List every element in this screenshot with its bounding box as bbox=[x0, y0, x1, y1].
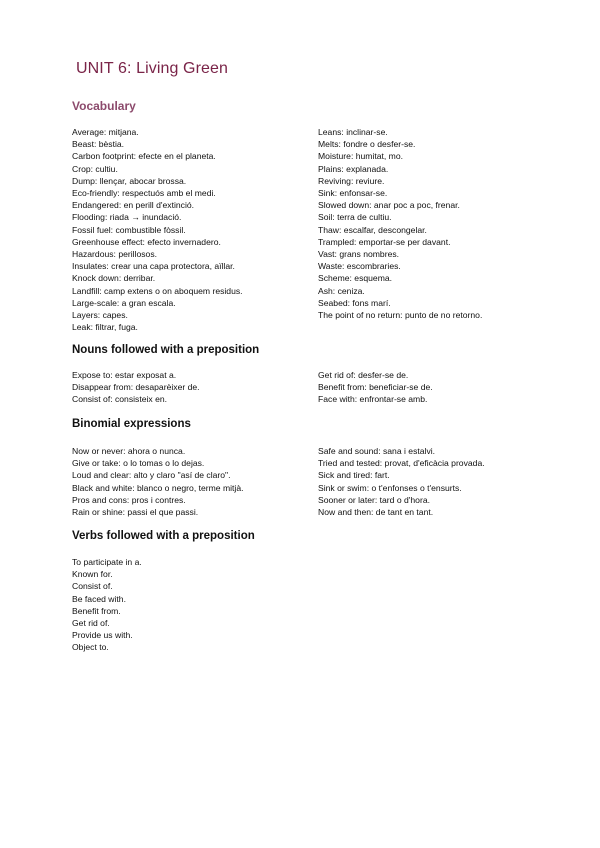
list-item: Expose to: estar exposat a. bbox=[72, 370, 177, 380]
list-item: Get rid of. bbox=[72, 618, 110, 629]
list-item: Dump: llençar, abocar brossa. bbox=[72, 175, 187, 186]
list-item: Sooner or later: tard o d'hora. bbox=[318, 494, 430, 505]
list-item: Now and then: de tant en tant. bbox=[318, 507, 434, 518]
list-item: Greenhouse effect: efecto invernadero. bbox=[72, 236, 221, 247]
list-item: Trampled: emportar-se per davant. bbox=[318, 236, 451, 247]
list-item: To participate in a. bbox=[72, 557, 142, 567]
vocabulary-list-left bbox=[72, 126, 243, 333]
list-item: Flooding: riada → inundació. bbox=[72, 212, 182, 223]
list-item: Beast: bèstia. bbox=[72, 139, 125, 150]
list-item: Knock down: derribar. bbox=[72, 273, 156, 284]
list-item: Rain or shine: passi el que passi. bbox=[72, 507, 199, 518]
binomial-list-right bbox=[318, 445, 485, 518]
list-item: Ash: ceniza. bbox=[318, 285, 365, 296]
list-item: Now or never: ahora o nunca. bbox=[72, 446, 186, 456]
list-item: Scheme: esquema. bbox=[318, 273, 393, 284]
list-item: Eco-friendly: respectuós amb el medi. bbox=[72, 188, 216, 199]
vocabulary-list-right bbox=[318, 126, 482, 321]
list-item: Sink: enfonsar-se. bbox=[318, 188, 388, 199]
list-item: Insulates: crear una capa protectora, aïllar. bbox=[72, 261, 235, 272]
page-title: UNIT 6: Living Green bbox=[76, 60, 228, 77]
list-item: Known for. bbox=[72, 569, 113, 580]
list-item: Sink or swim: o t'enfonses o t'ensurts. bbox=[318, 482, 462, 493]
list-item: Leans: inclinar-se. bbox=[318, 127, 388, 137]
verbs-heading: Verbs followed with a preposition bbox=[72, 530, 255, 542]
list-item: Hazardous: perillosos. bbox=[72, 249, 158, 260]
list-item: Disappear from: desaparèixer de. bbox=[72, 382, 200, 393]
list-item: Endangered: en perill d'extinció. bbox=[72, 200, 195, 211]
list-item: Loud and clear: alto y claro "así de claro". bbox=[72, 470, 231, 481]
list-item: Reviving: reviure. bbox=[318, 175, 385, 186]
list-item: Fossil fuel: combustible fòssil. bbox=[72, 224, 186, 235]
list-item: Crop: cultiu. bbox=[72, 163, 118, 174]
list-item: Seabed: fons marí. bbox=[318, 297, 391, 308]
list-item: Waste: escombraries. bbox=[318, 261, 401, 272]
nouns-heading: Nouns followed with a preposition bbox=[72, 344, 260, 356]
list-item: Tried and tested: provat, d'eficàcia provada. bbox=[318, 458, 485, 469]
list-item: Large-scale: a gran escala. bbox=[72, 297, 176, 308]
list-item: Face with: enfrontar-se amb. bbox=[318, 394, 428, 405]
nouns-list-right bbox=[318, 369, 433, 406]
list-item: Leak: filtrar, fuga. bbox=[72, 322, 138, 333]
list-item: Average: mitjana. bbox=[72, 127, 139, 137]
list-item: Thaw: escalfar, descongelar. bbox=[318, 224, 427, 235]
list-item: Consist of: consisteix en. bbox=[72, 394, 168, 405]
binomial-heading: Binomial expressions bbox=[72, 418, 191, 430]
binomial-list-left bbox=[72, 445, 244, 518]
list-item: Plains: explanada. bbox=[318, 163, 389, 174]
list-item: Object to. bbox=[72, 642, 109, 653]
list-item: Vast: grans nombres. bbox=[318, 249, 400, 260]
list-item: Landfill: camp extens o on aboquem residus. bbox=[72, 285, 243, 296]
list-item: Layers: capes. bbox=[72, 310, 128, 321]
list-item: Melts: fondre o desfer-se. bbox=[318, 139, 416, 150]
list-item: Give or take: o lo tomas o lo dejas. bbox=[72, 458, 205, 469]
list-item: Moisture: humitat, mo. bbox=[318, 151, 404, 162]
list-item: Pros and cons: pros i contres. bbox=[72, 494, 186, 505]
list-item: The point of no return: punto de no retorno. bbox=[318, 310, 483, 321]
list-item: Provide us with. bbox=[72, 630, 133, 641]
vocabulary-heading: Vocabulary bbox=[72, 99, 136, 113]
list-item: Be faced with. bbox=[72, 593, 126, 604]
list-item: Get rid of: desfer-se de. bbox=[318, 370, 409, 380]
list-item: Consist of. bbox=[72, 581, 113, 592]
list-item: Benefit from. bbox=[72, 605, 121, 616]
list-item: Slowed down: anar poc a poc, frenar. bbox=[318, 200, 460, 211]
list-item: Benefit from: beneficiar-se de. bbox=[318, 382, 433, 393]
list-item: Carbon footprint: efecte en el planeta. bbox=[72, 151, 216, 162]
list-item: Sick and tired: fart. bbox=[318, 470, 390, 481]
nouns-list-left bbox=[72, 369, 200, 406]
list-item: Soil: terra de cultiu. bbox=[318, 212, 392, 223]
list-item: Black and white: blanco o negro, terme mitjà. bbox=[72, 482, 244, 493]
list-item: Safe and sound: sana i estalvi. bbox=[318, 446, 436, 456]
verbs-list bbox=[72, 556, 142, 654]
